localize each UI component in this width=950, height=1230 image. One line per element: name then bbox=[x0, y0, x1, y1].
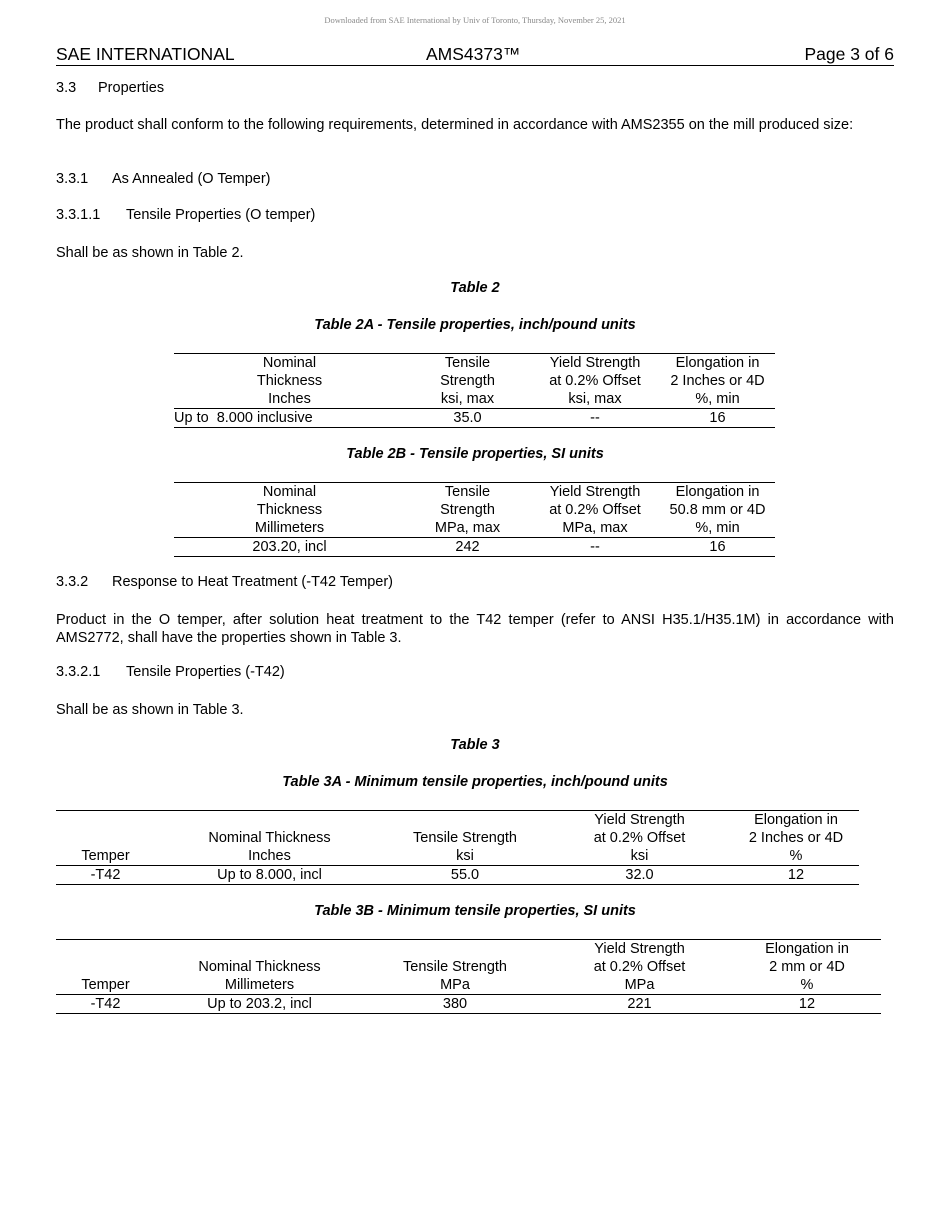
table-3b bbox=[56, 939, 881, 1014]
table-row bbox=[174, 538, 775, 557]
section-number: 3.3.2.1 bbox=[56, 664, 101, 680]
col-header-elongation: Elongation in 2 Inches or 4D %, min bbox=[660, 354, 775, 409]
section-3-3-1-heading bbox=[56, 171, 271, 187]
cell-yield: 221 bbox=[546, 995, 733, 1014]
col-header-elongation: Elongation in 50.8 mm or 4D %, min bbox=[660, 483, 775, 538]
table-header-row bbox=[174, 354, 775, 409]
cell-thickness: Up to 8.000, incl bbox=[155, 866, 384, 885]
col-header-thickness: Nominal Thickness Inches bbox=[155, 811, 384, 866]
page-header bbox=[56, 44, 894, 66]
table-3b-caption: Table 3B - Minimum tensile properties, SI units bbox=[314, 903, 636, 919]
cell-tensile: 242 bbox=[405, 538, 530, 557]
section-number: 3.3 bbox=[56, 80, 77, 96]
table-2a bbox=[174, 353, 775, 428]
col-header-tensile: Tensile Strength MPa bbox=[364, 940, 546, 995]
cell-temper: -T42 bbox=[56, 866, 155, 885]
cell-yield: 32.0 bbox=[546, 866, 733, 885]
table-2-caption: Table 2 bbox=[450, 280, 500, 296]
cell-tensile: 55.0 bbox=[384, 866, 546, 885]
header-doc-number: AMS4373™ bbox=[426, 44, 521, 64]
col-header-temper: Temper bbox=[56, 940, 155, 995]
download-notice: Downloaded from SAE International by Univ of Toronto, Thursday, November 25, 2021 bbox=[324, 15, 626, 25]
col-header-yield: Yield Strength at 0.2% Offset MPa bbox=[546, 940, 733, 995]
section-title: As Annealed (O Temper) bbox=[112, 171, 271, 187]
cell-thickness: 203.20, incl bbox=[174, 538, 405, 557]
table-row bbox=[174, 409, 775, 428]
section-title: Properties bbox=[98, 80, 165, 96]
section-number: 3.3.1.1 bbox=[56, 207, 101, 223]
cell-thickness: Up to 203.2, incl bbox=[155, 995, 364, 1014]
col-header-tensile: Tensile Strength MPa, max bbox=[405, 483, 530, 538]
col-header-elongation: Elongation in 2 mm or 4D % bbox=[733, 940, 881, 995]
section-number: 3.3.2 bbox=[56, 574, 89, 590]
cell-tensile: 35.0 bbox=[405, 409, 530, 428]
table-2b bbox=[174, 482, 775, 557]
table-row bbox=[56, 995, 881, 1014]
col-header-thickness: Nominal Thickness Millimeters bbox=[174, 483, 405, 538]
table-row bbox=[56, 866, 859, 885]
section-3-3-heading bbox=[56, 80, 164, 96]
section-number: 3.3.1 bbox=[56, 171, 89, 187]
section-3-3-2-heading bbox=[56, 574, 393, 590]
cell-yield: -- bbox=[530, 409, 660, 428]
paragraph-table2-ref: Shall be as shown in Table 2. bbox=[56, 245, 244, 261]
section-title: Tensile Properties (-T42) bbox=[126, 664, 285, 680]
section-3-3-1-1-heading bbox=[56, 207, 315, 223]
table-3a bbox=[56, 810, 859, 885]
header-page-number: Page 3 of 6 bbox=[804, 44, 894, 64]
header-org: SAE INTERNATIONAL bbox=[56, 44, 235, 64]
col-header-tensile: Tensile Strength ksi bbox=[384, 811, 546, 866]
cell-elongation: 12 bbox=[733, 866, 859, 885]
table-3a-caption: Table 3A - Minimum tensile properties, inch/pound units bbox=[282, 774, 668, 790]
cell-tensile: 380 bbox=[364, 995, 546, 1014]
paragraph-requirements: The product shall conform to the following requirements, determined in accordance with AMS2355 on the mill produced size: bbox=[56, 117, 854, 133]
section-title: Tensile Properties (O temper) bbox=[126, 207, 316, 223]
cell-yield: -- bbox=[530, 538, 660, 557]
paragraph-table3-ref: Shall be as shown in Table 3. bbox=[56, 702, 244, 718]
table-header-row bbox=[56, 811, 859, 866]
cell-elongation: 16 bbox=[660, 538, 775, 557]
col-header-yield: Yield Strength at 0.2% Offset ksi bbox=[546, 811, 733, 866]
table-header-row bbox=[174, 483, 775, 538]
cell-elongation: 12 bbox=[733, 995, 881, 1014]
table-3-caption: Table 3 bbox=[450, 737, 500, 753]
col-header-thickness: Nominal Thickness Inches bbox=[174, 354, 405, 409]
section-title: Response to Heat Treatment (-T42 Temper) bbox=[112, 574, 393, 590]
paragraph-heat-treatment: Product in the O temper, after solution heat treatment to the T42 temper (refer to ANSI H35.1/H35.1M) in accordance with AMS2772, shall have the properties shown in Table 3. bbox=[56, 612, 894, 646]
col-header-elongation: Elongation in 2 Inches or 4D % bbox=[733, 811, 859, 866]
section-3-3-2-1-heading bbox=[56, 664, 285, 680]
col-header-thickness: Nominal Thickness Millimeters bbox=[155, 940, 364, 995]
cell-temper: -T42 bbox=[56, 995, 155, 1014]
cell-elongation: 16 bbox=[660, 409, 775, 428]
col-header-yield: Yield Strength at 0.2% Offset MPa, max bbox=[530, 483, 660, 538]
table-2a-caption: Table 2A - Tensile properties, inch/pound units bbox=[314, 317, 636, 333]
col-header-temper: Temper bbox=[56, 811, 155, 866]
cell-thickness: Up to 8.000 inclusive bbox=[174, 409, 405, 428]
table-2b-caption: Table 2B - Tensile properties, SI units bbox=[346, 446, 604, 462]
table-header-row bbox=[56, 940, 881, 995]
col-header-yield: Yield Strength at 0.2% Offset ksi, max bbox=[530, 354, 660, 409]
col-header-tensile: Tensile Strength ksi, max bbox=[405, 354, 530, 409]
